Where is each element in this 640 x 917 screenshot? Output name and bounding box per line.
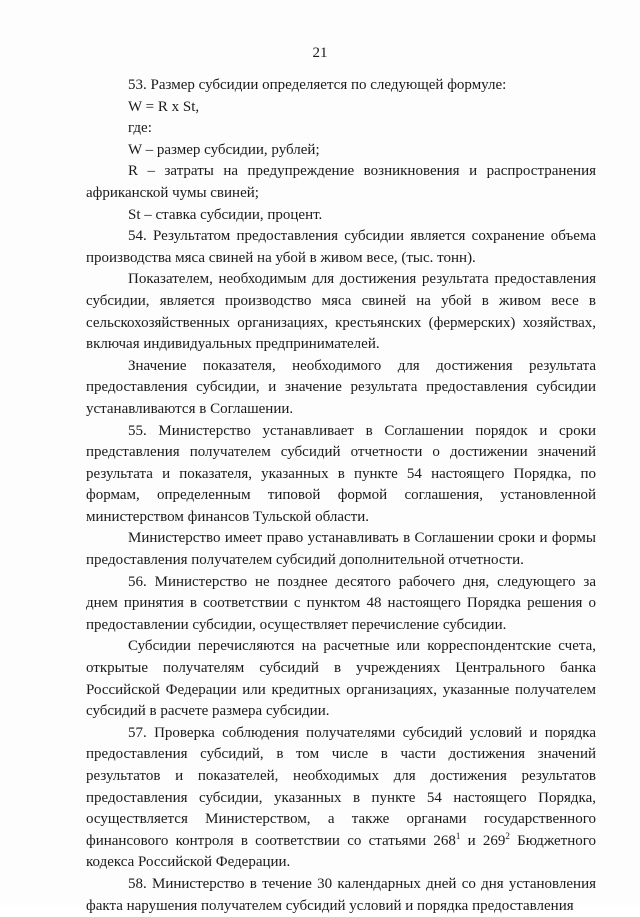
formula-definition-w: W – размер субсидии, рублей; [128, 141, 320, 158]
section-53-intro: 53. Размер субсидии определяется по следующей формуле: [128, 77, 507, 93]
page-number: 21 [312, 45, 328, 61]
footnote-marker-1: 1 [455, 830, 461, 841]
section-57-text-mid: и 269 [460, 832, 506, 849]
section-58-paragraph: 58. Министерство в течение 30 календарных дней со дня установления факта нарушения получателем субсидий условий и порядка предоставления [86, 875, 596, 914]
formula-definition-r: R – затраты на предупреждение возникновения и распространения африканской чумы свиней; [86, 163, 596, 201]
section-56-paragraph-2: Субсидии перечисляются на расчетные или корреспондентские счета, открытые получателям субсидий в учреждениях Центрального банка Российской Федерации или кредитных организациях, указанные получателем субсидий в расчете размера субсидии. [86, 638, 596, 720]
section-55-paragraph-1: 55. Министерство устанавливает в Соглашении порядок и сроки представления получателем субсидий отчетности о достижении значений результата и показателя, указанных в пункте 54 настоящего Порядка, по формам, определенным типовой формой соглашения, установленной министерством финансов Тульской области. [86, 422, 596, 525]
section-54-paragraph-2: Показателем, необходимым для достижения результата предоставления субсидии, является производство мяса свиней на убой в живом весе в сельскохозяйственных организациях, крестьянских (фермерских) хозяйствах, включая индивидуальных предпринимателей. [86, 271, 596, 353]
section-55-paragraph-2: Министерство имеет право устанавливать в Соглашении сроки и формы предоставления получателем субсидий дополнительной отчетности. [86, 530, 596, 569]
section-54-paragraph-1: 54. Результатом предоставления субсидии является сохранение объема производства мяса свиней на убой в живом весе, (тыс. тонн). [86, 228, 596, 266]
formula-definition-st: St – ставка субсидии, процент. [128, 206, 323, 223]
section-57-text-after: Бюджетного кодекса Российской Федерации. [86, 832, 596, 871]
footnote-marker-2: 2 [505, 830, 510, 841]
document-body [86, 75, 596, 917]
section-57-text-before: 57. Проверка соблюдения получателями субсидий условий и порядка предоставления субсидий, в том числе в части достижения значений результатов и показателей, необходимых для достижения результатов предоставления субсидии, указанных в пункте 54 настоящего Порядка, осуществляется Министерством, а также органами государственного финансового контроля в соответствии со статьями 268 [86, 724, 596, 849]
section-54-paragraph-3: Значение показателя, необходимого для достижения результата предоставления субсидии, и значение результата предоставления субсидии устанавливаются в Соглашении. [86, 357, 596, 417]
formula-where-label: где: [128, 120, 152, 137]
section-56-paragraph-1: 56. Министерство не позднее десятого рабочего дня, следующего за днем принятия в соответствии с пунктом 48 настоящего Порядка решения о предоставлении субсидии, осуществляет перечисление субсидии. [86, 573, 596, 633]
section-57-paragraph [86, 723, 596, 874]
subsidy-formula: W = R x St, [128, 98, 200, 115]
